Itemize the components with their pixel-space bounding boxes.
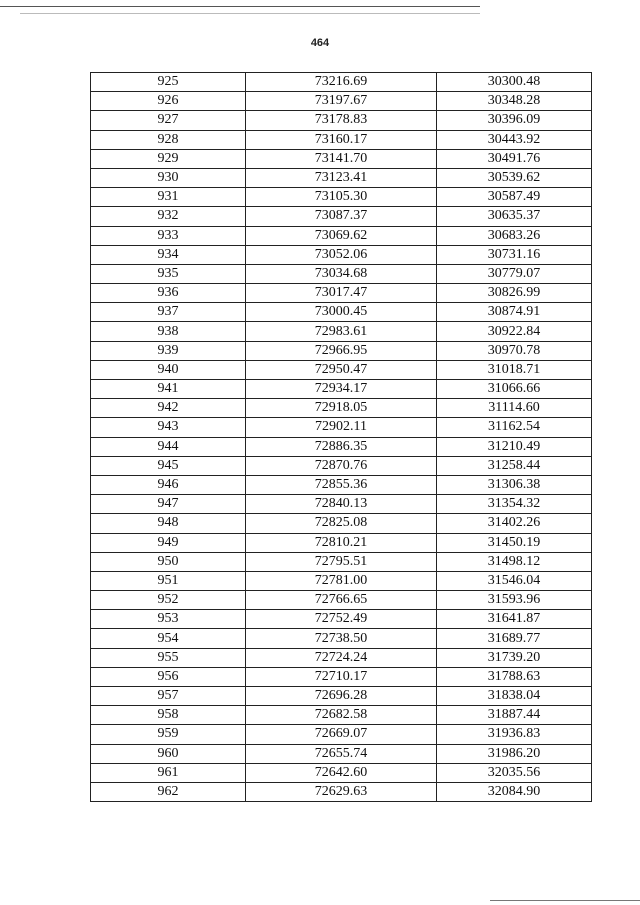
value-a-cell: 72766.65 [246, 591, 437, 610]
row-index-cell: 952 [91, 591, 246, 610]
value-a-cell: 73197.67 [246, 92, 437, 111]
row-index-cell: 950 [91, 552, 246, 571]
value-a-cell: 73017.47 [246, 284, 437, 303]
table-row [91, 610, 592, 629]
row-index-cell: 928 [91, 130, 246, 149]
value-b-cell: 30396.09 [437, 111, 592, 130]
row-index-cell: 943 [91, 418, 246, 437]
value-b-cell: 30970.78 [437, 341, 592, 360]
page-number: 464 [310, 37, 330, 49]
value-b-cell: 30731.16 [437, 245, 592, 264]
table-row [91, 264, 592, 283]
value-a-cell: 73216.69 [246, 73, 437, 92]
value-b-cell: 31402.26 [437, 514, 592, 533]
row-index-cell: 953 [91, 610, 246, 629]
value-b-cell: 31788.63 [437, 667, 592, 686]
value-a-cell: 73123.41 [246, 168, 437, 187]
table-row [91, 763, 592, 782]
row-index-cell: 933 [91, 226, 246, 245]
value-a-cell: 73141.70 [246, 149, 437, 168]
value-a-cell: 72886.35 [246, 437, 437, 456]
table-row [91, 130, 592, 149]
row-index-cell: 934 [91, 245, 246, 264]
value-a-cell: 73178.83 [246, 111, 437, 130]
scan-edge-line [0, 6, 480, 7]
row-index-cell: 957 [91, 687, 246, 706]
value-b-cell: 31018.71 [437, 360, 592, 379]
row-index-cell: 962 [91, 782, 246, 801]
row-index-cell: 955 [91, 648, 246, 667]
table-row [91, 207, 592, 226]
table-row [91, 149, 592, 168]
table-row [91, 725, 592, 744]
value-a-cell: 72966.95 [246, 341, 437, 360]
row-index-cell: 935 [91, 264, 246, 283]
row-index-cell: 949 [91, 533, 246, 552]
value-b-cell: 31593.96 [437, 591, 592, 610]
row-index-cell: 951 [91, 571, 246, 590]
value-b-cell: 31641.87 [437, 610, 592, 629]
table-row [91, 706, 592, 725]
row-index-cell: 946 [91, 475, 246, 494]
value-b-cell: 32035.56 [437, 763, 592, 782]
row-index-cell: 945 [91, 456, 246, 475]
value-b-cell: 31936.83 [437, 725, 592, 744]
value-a-cell: 72870.76 [246, 456, 437, 475]
value-b-cell: 31450.19 [437, 533, 592, 552]
table-row [91, 73, 592, 92]
table-row [91, 284, 592, 303]
table-row [91, 437, 592, 456]
value-a-cell: 72983.61 [246, 322, 437, 341]
value-a-cell: 73052.06 [246, 245, 437, 264]
row-index-cell: 939 [91, 341, 246, 360]
value-a-cell: 73034.68 [246, 264, 437, 283]
value-a-cell: 72810.21 [246, 533, 437, 552]
value-b-cell: 30539.62 [437, 168, 592, 187]
value-b-cell: 30874.91 [437, 303, 592, 322]
value-a-cell: 72724.24 [246, 648, 437, 667]
row-index-cell: 961 [91, 763, 246, 782]
value-a-cell: 72629.63 [246, 782, 437, 801]
value-b-cell: 30635.37 [437, 207, 592, 226]
table-row [91, 399, 592, 418]
value-a-cell: 72825.08 [246, 514, 437, 533]
table-row [91, 667, 592, 686]
row-index-cell: 925 [91, 73, 246, 92]
row-index-cell: 929 [91, 149, 246, 168]
table-row [91, 475, 592, 494]
row-index-cell: 936 [91, 284, 246, 303]
value-a-cell: 73000.45 [246, 303, 437, 322]
row-index-cell: 942 [91, 399, 246, 418]
value-a-cell: 72795.51 [246, 552, 437, 571]
value-b-cell: 31986.20 [437, 744, 592, 763]
table-row [91, 552, 592, 571]
table-row [91, 591, 592, 610]
table-row [91, 687, 592, 706]
row-index-cell: 960 [91, 744, 246, 763]
value-b-cell: 31258.44 [437, 456, 592, 475]
table-row [91, 456, 592, 475]
row-index-cell: 926 [91, 92, 246, 111]
row-index-cell: 947 [91, 495, 246, 514]
value-a-cell: 72738.50 [246, 629, 437, 648]
value-b-cell: 31354.32 [437, 495, 592, 514]
value-a-cell: 72902.11 [246, 418, 437, 437]
row-index-cell: 956 [91, 667, 246, 686]
table-row [91, 360, 592, 379]
row-index-cell: 954 [91, 629, 246, 648]
table-row [91, 648, 592, 667]
table-row [91, 303, 592, 322]
value-b-cell: 30683.26 [437, 226, 592, 245]
table-row [91, 111, 592, 130]
value-a-cell: 72950.47 [246, 360, 437, 379]
table-row [91, 226, 592, 245]
row-index-cell: 932 [91, 207, 246, 226]
table-row [91, 188, 592, 207]
value-a-cell: 73069.62 [246, 226, 437, 245]
value-a-cell: 72855.36 [246, 475, 437, 494]
value-b-cell: 31210.49 [437, 437, 592, 456]
row-index-cell: 941 [91, 380, 246, 399]
value-a-cell: 72918.05 [246, 399, 437, 418]
table-body [91, 73, 592, 802]
table-row [91, 629, 592, 648]
row-index-cell: 940 [91, 360, 246, 379]
table-row [91, 245, 592, 264]
row-index-cell: 948 [91, 514, 246, 533]
table-row [91, 341, 592, 360]
value-b-cell: 30826.99 [437, 284, 592, 303]
value-b-cell: 30491.76 [437, 149, 592, 168]
value-b-cell: 31689.77 [437, 629, 592, 648]
row-index-cell: 931 [91, 188, 246, 207]
row-index-cell: 938 [91, 322, 246, 341]
value-b-cell: 31546.04 [437, 571, 592, 590]
value-b-cell: 31739.20 [437, 648, 592, 667]
row-index-cell: 959 [91, 725, 246, 744]
value-b-cell: 30443.92 [437, 130, 592, 149]
row-index-cell: 927 [91, 111, 246, 130]
value-b-cell: 31838.04 [437, 687, 592, 706]
value-a-cell: 73105.30 [246, 188, 437, 207]
value-b-cell: 31887.44 [437, 706, 592, 725]
row-index-cell: 930 [91, 168, 246, 187]
value-b-cell: 31114.60 [437, 399, 592, 418]
value-b-cell: 30300.48 [437, 73, 592, 92]
table-row [91, 418, 592, 437]
table-row [91, 782, 592, 801]
table-row [91, 495, 592, 514]
value-a-cell: 72710.17 [246, 667, 437, 686]
table-row [91, 571, 592, 590]
table-row [91, 744, 592, 763]
value-b-cell: 31066.66 [437, 380, 592, 399]
value-a-cell: 73160.17 [246, 130, 437, 149]
value-a-cell: 72682.58 [246, 706, 437, 725]
value-a-cell: 72696.28 [246, 687, 437, 706]
scan-edge-line [490, 900, 640, 901]
scan-edge-line [20, 13, 480, 14]
value-a-cell: 72752.49 [246, 610, 437, 629]
value-a-cell: 73087.37 [246, 207, 437, 226]
value-b-cell: 31162.54 [437, 418, 592, 437]
table-row [91, 533, 592, 552]
value-a-cell: 72934.17 [246, 380, 437, 399]
value-a-cell: 72669.07 [246, 725, 437, 744]
data-table [90, 72, 592, 802]
row-index-cell: 937 [91, 303, 246, 322]
row-index-cell: 958 [91, 706, 246, 725]
table-row [91, 168, 592, 187]
table-row [91, 380, 592, 399]
value-b-cell: 30922.84 [437, 322, 592, 341]
value-b-cell: 31498.12 [437, 552, 592, 571]
table-row [91, 514, 592, 533]
value-b-cell: 31306.38 [437, 475, 592, 494]
table-row [91, 92, 592, 111]
value-a-cell: 72840.13 [246, 495, 437, 514]
value-a-cell: 72781.00 [246, 571, 437, 590]
value-b-cell: 30587.49 [437, 188, 592, 207]
table-row [91, 322, 592, 341]
row-index-cell: 944 [91, 437, 246, 456]
value-b-cell: 30779.07 [437, 264, 592, 283]
value-b-cell: 32084.90 [437, 782, 592, 801]
value-a-cell: 72655.74 [246, 744, 437, 763]
value-b-cell: 30348.28 [437, 92, 592, 111]
value-a-cell: 72642.60 [246, 763, 437, 782]
